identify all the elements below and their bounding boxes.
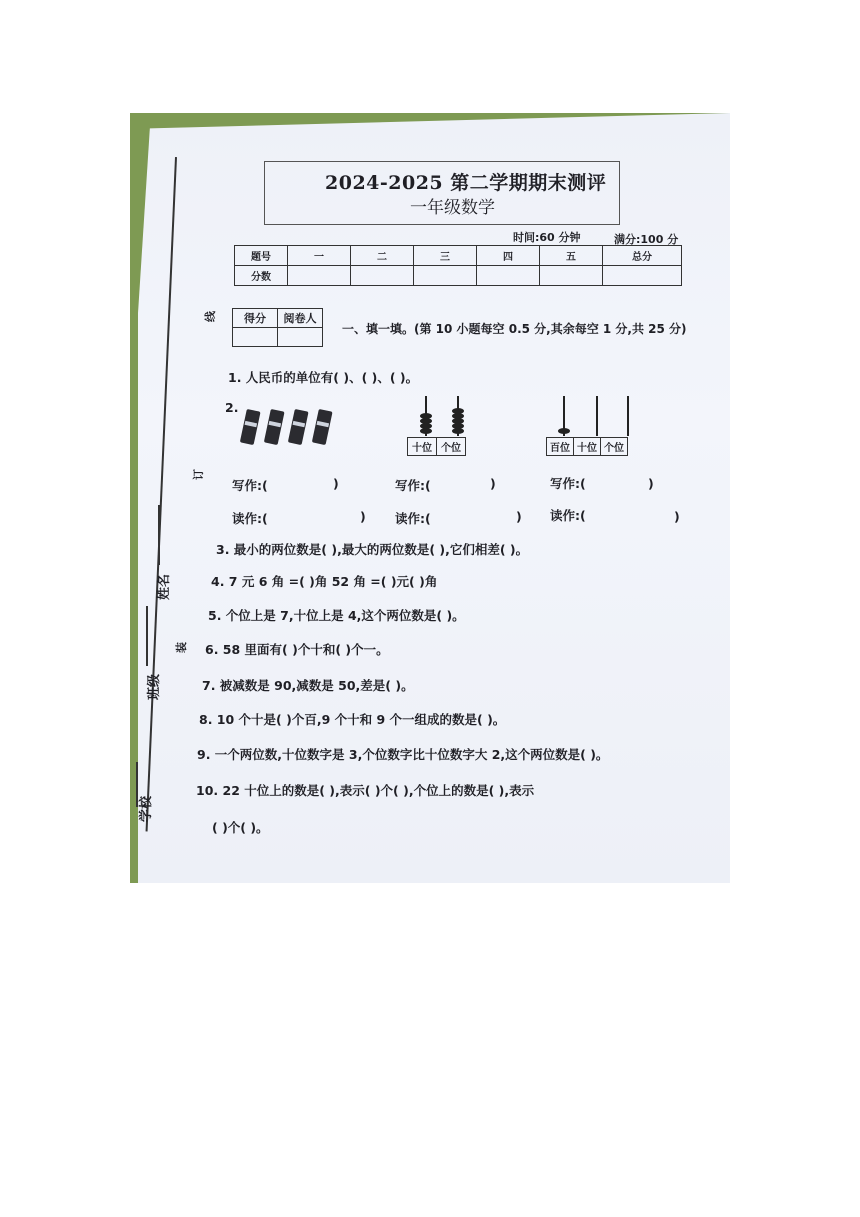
- score-cell[interactable]: [288, 266, 351, 286]
- abacus-label-tens: 十位: [574, 438, 601, 455]
- ding-mark: 订: [192, 469, 205, 480]
- xian-mark: 线: [204, 311, 217, 322]
- grader-table: [232, 308, 323, 347]
- write-close-c: ): [648, 476, 654, 491]
- school-blank: [136, 762, 138, 807]
- score-header-cell: 总分: [603, 246, 682, 266]
- section1-title: 一、填一填。(第 10 小题每空 0.5 分,其余每空 1 分,共 25 分): [342, 322, 687, 336]
- class-label: 班级: [147, 673, 162, 700]
- stick-bundles-image: [238, 408, 338, 448]
- read-label-b: 读作:(: [395, 511, 431, 526]
- score-cell[interactable]: [540, 266, 603, 286]
- exam-subtitle: 一年级数学: [410, 198, 495, 218]
- question-10-line1: 10. 22 十位上的数是( ),表示( )个( ),个位上的数是( ),表示: [196, 783, 535, 798]
- read-close-b: ): [516, 509, 522, 524]
- abacus-label-hundreds: 百位: [547, 438, 574, 455]
- score-header-cell: 五: [540, 246, 603, 266]
- exam-full-score: 满分:100 分: [614, 233, 679, 246]
- score-header-cell: 题号: [235, 246, 288, 266]
- grader-score-header: 得分: [233, 309, 278, 328]
- score-table: [234, 245, 682, 286]
- name-label: 姓名: [157, 573, 172, 600]
- exam-paper: [138, 113, 730, 883]
- score-header-cell: 三: [414, 246, 477, 266]
- read-close-c: ): [674, 509, 680, 524]
- school-label: 学校: [139, 795, 154, 822]
- abacus-label-ones: 个位: [441, 443, 461, 454]
- question-10-line2: ( )个( )。: [212, 820, 269, 835]
- question-8: 8. 10 个十是( )个百,9 个十和 9 个一组成的数是( )。: [199, 712, 506, 727]
- exam-title: 2024-2025 第二学期期末测评: [325, 172, 607, 194]
- score-header-cell: 四: [477, 246, 540, 266]
- question-2-number: 2.: [225, 400, 239, 415]
- grader-score-cell[interactable]: [233, 328, 278, 347]
- score-cell[interactable]: [477, 266, 540, 286]
- abacus-two-digit: [408, 396, 472, 436]
- read-label-c: 读作:(: [550, 508, 586, 523]
- abacus-three-digit-labels: [546, 437, 628, 456]
- name-blank: [158, 505, 160, 565]
- question-3: 3. 最小的两位数是( ),最大的两位数是( ),它们相差( )。: [216, 542, 529, 557]
- write-close-a: ): [333, 476, 339, 491]
- score-header-cell: 一: [288, 246, 351, 266]
- exam-time: 时间:60 分钟: [513, 231, 581, 244]
- score-header-cell: 二: [351, 246, 414, 266]
- score-cell[interactable]: [603, 266, 682, 286]
- score-row-label: 分数: [235, 266, 288, 286]
- abacus-two-digit-labels: [407, 437, 466, 456]
- read-close-a: ): [360, 509, 366, 524]
- class-blank: [146, 606, 148, 666]
- write-close-b: ): [490, 476, 496, 491]
- question-4: 4. 7 元 6 角 =( )角 52 角 =( )元( )角: [211, 574, 438, 589]
- question-9: 9. 一个两位数,十位数字是 3,个位数字比十位数字大 2,这个两位数是( )。: [197, 747, 609, 762]
- write-label-b: 写作:(: [395, 478, 431, 493]
- write-label-a: 写作:(: [232, 478, 268, 493]
- abacus-label-ones: 个位: [604, 443, 624, 454]
- grader-name-header: 阅卷人: [278, 309, 323, 328]
- read-label-a: 读作:(: [232, 511, 268, 526]
- abacus-three-digit: [546, 396, 646, 436]
- question-1: 1. 人民币的单位有( )、( )、( )。: [228, 370, 419, 385]
- write-label-c: 写作:(: [550, 476, 586, 491]
- question-5: 5. 个位上是 7,十位上是 4,这个两位数是( )。: [208, 608, 465, 623]
- abacus-label-tens: 十位: [408, 438, 437, 455]
- grader-name-cell[interactable]: [278, 328, 323, 347]
- zhuang-mark: 装: [175, 642, 188, 653]
- question-7: 7. 被减数是 90,减数是 50,差是( )。: [202, 678, 414, 693]
- score-cell[interactable]: [414, 266, 477, 286]
- question-6: 6. 58 里面有( )个十和( )个一。: [205, 642, 389, 657]
- score-cell[interactable]: [351, 266, 414, 286]
